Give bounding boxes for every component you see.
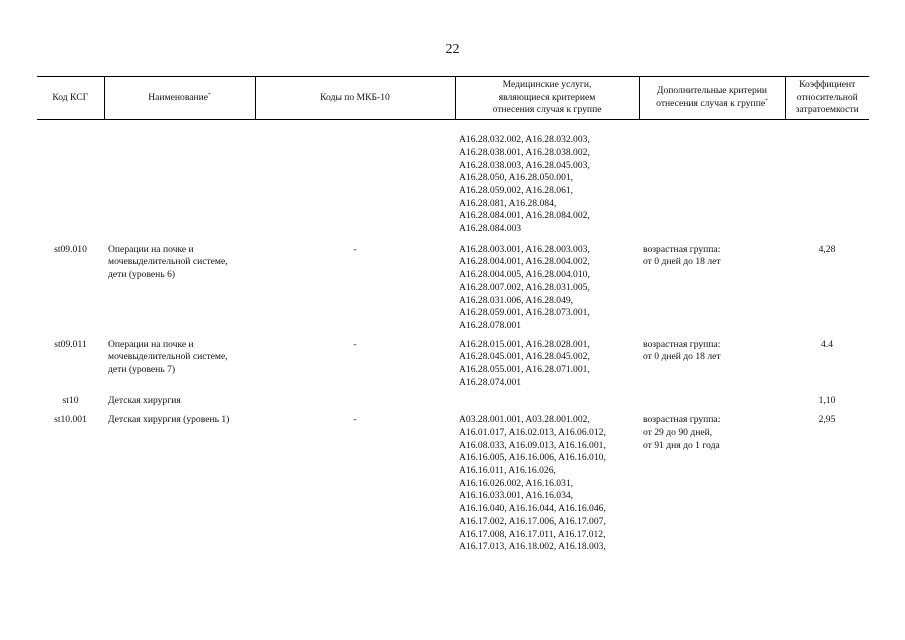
coefficient: 4.4 xyxy=(821,338,833,350)
mkb-codes: - xyxy=(353,338,357,350)
services-cell: A16.28.032.002, A16.28.032.003, A16.28.038.001, A16.28.038.002, A16.28.038.003, A16.28.045.003, A16.28.050, A16.28.050.001, A16.28.059.002, A16.28.061, A16.28.081, A16.28.084, A16.28.084.001, A16.28.084.002, A16.28.084.003 xyxy=(459,134,590,235)
coefficient: 4,28 xyxy=(818,243,836,255)
page-number: 22 xyxy=(445,42,460,57)
header-code: Код КСГ xyxy=(37,77,104,120)
ksg-name: Детская хирургия xyxy=(108,395,181,407)
header-criteria: Дополнительные критерии отнесения случая к группе* xyxy=(639,77,785,120)
continuation-row xyxy=(37,134,869,244)
ksg-name: Операции на почке и мочевыделительной системе, дети (уровень 7) xyxy=(108,338,228,376)
header-services: Медицинские услуги, являющиеся критерием отнесения случая к группе xyxy=(455,77,639,120)
ksg-code: st09.011 xyxy=(54,338,87,350)
ksg-table xyxy=(37,76,869,560)
services-cell: A16.28.003.001, A16.28.003.003, A16.28.004.001, A16.28.004.002, A16.28.004.005, A16.28.004.010, A16.28.007.002, A16.28.031.005, A16.28.031.006, A16.28.049, A16.28.059.001, A16.28.073.001, A16.28.078.001 xyxy=(459,243,590,331)
criteria-cell xyxy=(639,395,785,414)
ksg-code: st10.001 xyxy=(54,414,87,426)
ksg-code: st09.010 xyxy=(54,243,87,255)
criteria-cell: возрастная группа: от 0 дней до 18 лет xyxy=(643,338,721,363)
ksg-name: Операции на почке и мочевыделительной системе, дети (уровень 6) xyxy=(108,243,228,281)
coefficient: 1,10 xyxy=(818,395,836,407)
mkb-codes: - xyxy=(353,414,357,426)
table-row xyxy=(37,244,869,339)
table-row xyxy=(37,414,869,560)
services-cell: A16.28.015.001, A16.28.028.001, A16.28.045.001, A16.28.045.002, A16.28.055.001, A16.28.071.001, A16.28.074.001 xyxy=(459,338,590,388)
table-row xyxy=(37,395,869,414)
services-cell: A03.28.001.001, A03.28.001.002, A16.01.017, A16.02.013, A16.06.012, A16.08.033, A16.09.013, A16.16.001, A16.16.005, A16.16.006, A16.16.010, A16.16.011, A16.16.026, A16.16.026.002, A16.16.031, A16.16.033.001, A16.16.034, A16.16.040, A16.16.044, A16.16.046, A16.17.002, A16.17.006, A16.17.007, A16.17.008, A16.17.011, A16.17.012, A16.17.013, A16.18.002, A16.18.003, xyxy=(459,414,606,553)
criteria-cell: возрастная группа: от 0 дней до 18 лет xyxy=(643,243,721,268)
header-coef: Коэффициент относительной затратоемкости xyxy=(785,77,869,120)
ksg-name: Детская хирургия (уровень 1) xyxy=(108,414,230,426)
services-cell xyxy=(455,395,639,414)
coefficient: 2,95 xyxy=(818,414,836,426)
criteria-cell: возрастная группа: от 29 до 90 дней, от 91 дня до 1 года xyxy=(643,414,721,451)
mkb-codes: - xyxy=(353,243,357,255)
ksg-code: st10 xyxy=(62,395,79,407)
mkb-codes xyxy=(255,395,455,414)
table-header-row xyxy=(37,77,869,120)
header-mkb: Коды по МКБ-10 xyxy=(255,77,455,120)
header-name: Наименование* xyxy=(104,77,255,120)
table-row xyxy=(37,339,869,396)
